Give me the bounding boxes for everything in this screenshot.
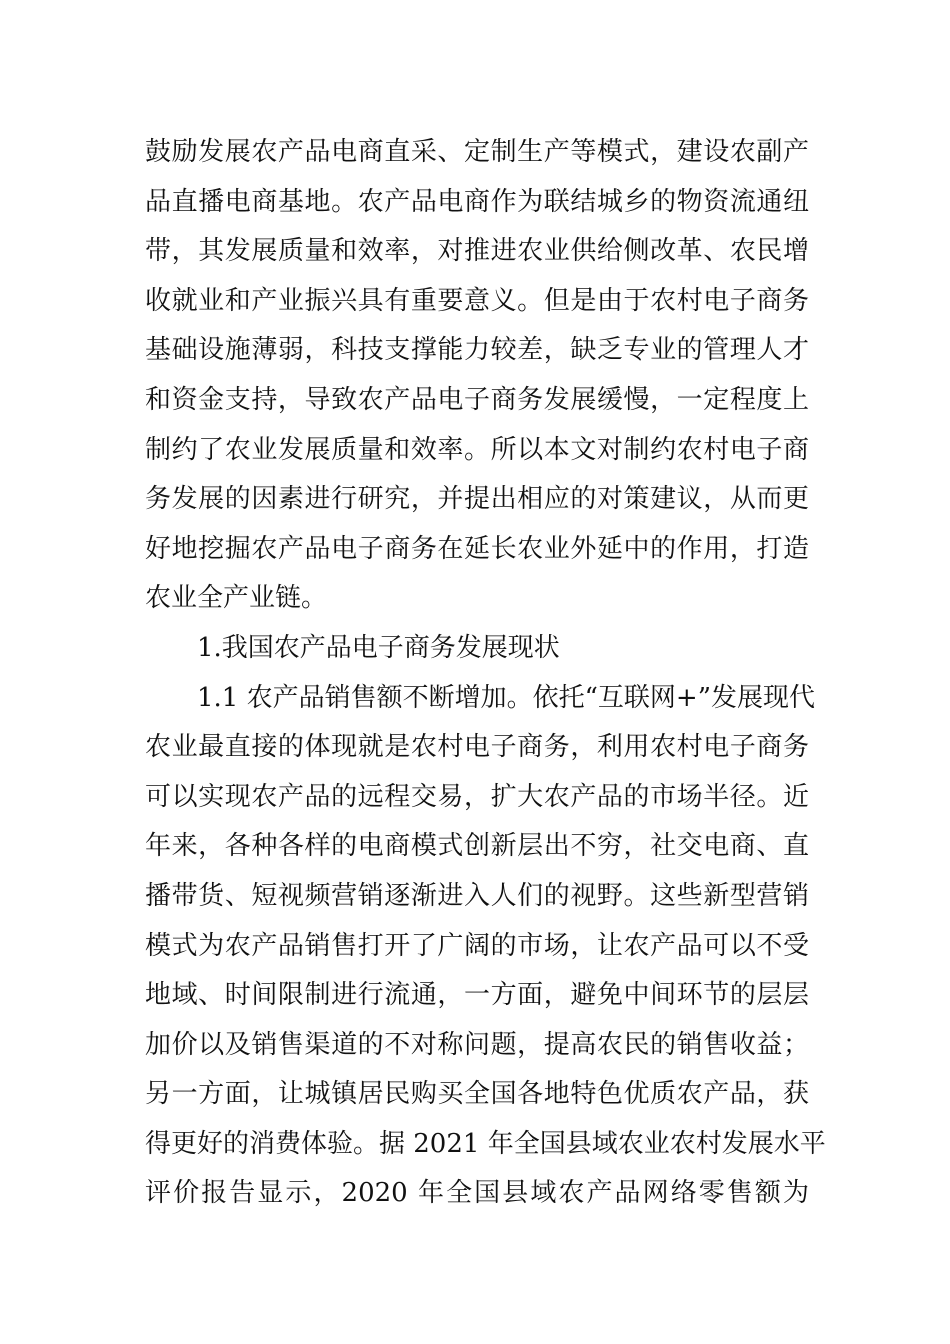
text-line: 得更好的消费体验。据 2021 年全国县域农业农村发展水平 — [145, 1128, 826, 1159]
text-line: 务发展的因素进行研究，并提出相应的对策建议，从而更 — [145, 484, 809, 515]
text-line: 播带货、短视频营销逐渐进入人们的视野。这些新型营销 — [145, 880, 809, 911]
text-line: 品直播电商基地。农产品电商作为联结城乡的物资流通纽 — [145, 186, 809, 217]
text-line: 加价以及销售渠道的不对称问题，提高农民的销售收益； — [145, 1029, 809, 1060]
text-line: 地域、时间限制进行流通，一方面，避免中间环节的层层 — [145, 980, 809, 1011]
text-line: 好地挖掘农产品电子商务在延长农业外延中的作用，打造 — [145, 533, 809, 564]
text-line: 可以实现农产品的远程交易，扩大农产品的市场半径。近 — [145, 781, 809, 812]
section-heading: 1.我国农产品电子商务发展现状 — [197, 632, 560, 663]
text-line: 另一方面，让城镇居民购买全国各地特色优质农产品，获 — [145, 1079, 809, 1110]
text-line: 鼓励发展农产品电商直采、定制生产等模式，建设农副产 — [145, 137, 809, 167]
text-line: 评价报告显示，2020 年全国县域农产品网络零售额为 — [145, 1178, 809, 1209]
intro-paragraph — [145, 128, 809, 624]
text-line: 年来，各种各样的电商模式创新层出不穷，社交电商、直 — [145, 831, 809, 862]
text-line: 基础设施薄弱，科技支撑能力较差，缺乏专业的管理人才 — [145, 335, 809, 366]
text-line: 收就业和产业振兴具有重要意义。但是由于农村电子商务 — [145, 285, 809, 316]
body-text — [145, 128, 826, 1219]
text-line: 和资金支持，导致农产品电子商务发展缓慢，一定程度上 — [145, 384, 809, 415]
text-line: 1.1 农产品销售额不断增加。依托“互联网+”发展现代 — [197, 682, 815, 713]
text-line: 带，其发展质量和效率，对推进农业供给侧改革、农民增 — [145, 236, 809, 267]
text-line: 农业最直接的体现就是农村电子商务，利用农村电子商务 — [145, 732, 809, 763]
text-line: 农业全产业链。 — [145, 583, 328, 614]
subsection-paragraph — [145, 674, 826, 1220]
text-line: 制约了农业发展质量和效率。所以本文对制约农村电子商 — [145, 434, 809, 465]
text-line: 模式为农产品销售打开了广阔的市场，让农产品可以不受 — [145, 930, 809, 961]
